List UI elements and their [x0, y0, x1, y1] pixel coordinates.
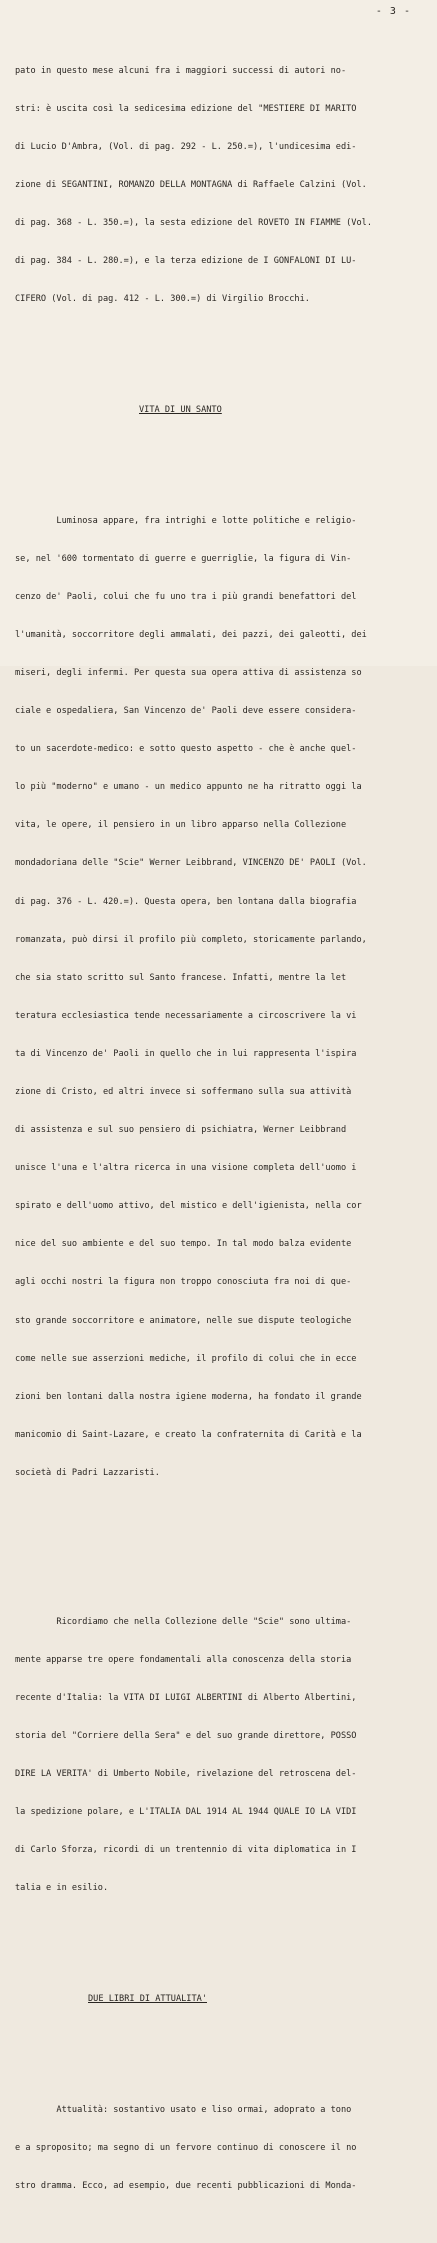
text-line: di pag. 384 - L. 280.=), e la terza edizione de I GONFALONI DI LU- — [15, 256, 357, 267]
text-line: Attualità: sostantivo usato e liso ormai, adoprato a tono — [15, 2104, 352, 2115]
text-line: ciale e ospedaliera, San Vincenzo de' Paoli deve essere considera- — [15, 706, 357, 717]
text-line: vita, le opere, il pensiero in un libro apparso nella Collezione — [15, 820, 347, 831]
text-line: DIRE LA VERITA' di Umberto Nobile, rivelazione del retroscena del- — [15, 1769, 357, 1780]
section-due-libri-di-attualita — [15, 2078, 423, 2218]
text-line: come nelle sue asserzioni mediche, il profilo di colui che in ecce — [15, 1353, 357, 1364]
text-line: miseri, degli infermi. Per questa sua opera attiva di assistenza so — [15, 667, 362, 678]
text-line: agli occhi nostri la figura non troppo conosciuta fra noi di que- — [15, 1277, 352, 1288]
text-line: di Carlo Sforza, ricordi di un trentennio di vita diplomatica in I — [15, 1845, 357, 1856]
text-line: mondadoriana delle "Scie" Werner Leibbrand, VINCENZO DE' PAOLI (Vol. — [15, 858, 367, 869]
section-heading-vita-di-un-santo: VITA DI UN SANTO — [139, 404, 222, 415]
text-line: e a sproposito; ma segno di un fervore continuo di conoscere il no — [15, 2142, 357, 2153]
text-line: che sia stato scritto sul Santo francese. Infatti, mentre la let — [15, 972, 347, 983]
text-line: unisce l'una e l'altra ricerca in una visione completa dell'uomo i — [15, 1163, 357, 1174]
text-line: talia e in esilio. — [15, 1883, 109, 1894]
text-line: se, nel '600 tormentato di guerre e guerriglie, la figura di Vin- — [15, 553, 352, 564]
text-line: Luminosa appare, fra intrighi e lotte politiche e religio- — [15, 515, 357, 526]
text-line: di pag. 368 - L. 350.=), la sesta edizione del ROVETO IN FIAMME (Vol. — [15, 218, 372, 229]
text-line: Ricordiamo che nella Collezione delle "Scie" sono ultima- — [15, 1616, 352, 1627]
page-number: - 3 - — [375, 6, 411, 17]
text-line: CIFERO (Vol. di pag. 412 - L. 300.=) di Virgilio Brocchi. — [15, 294, 310, 305]
text-line: stro dramma. Ecco, ad esempio, due recenti pubblicazioni di Monda- — [15, 2180, 357, 2191]
text-line: la spedizione polare, e L'ITALIA DAL 1914 AL 1944 QUALE IO LA VIDI — [15, 1807, 357, 1818]
text-line: di Lucio D'Ambra, (Vol. di pag. 292 - L. 250.=), l'undicesima edi- — [15, 142, 357, 152]
text-line: manicomio di Saint-Lazare, e creato la confraternita di Carità e la — [15, 1429, 362, 1440]
text-line: ta di Vincenzo de' Paoli in quello che in lui rappresenta l'ispira — [15, 1048, 357, 1059]
section-heading-due-libri-di-attualita: DUE LIBRI DI ATTUALITA' — [88, 1993, 207, 2004]
text-line: storia del "Corriere della Sera" e del suo grande direttore, POSSO — [15, 1730, 357, 1741]
intro-paragraph — [15, 39, 423, 331]
section-collezione-scie — [15, 1590, 423, 1920]
text-line: teratura ecclesiastica tende necessariamente a circoscrivere la vi — [15, 1010, 357, 1021]
text-line: to un sacerdote-medico: e sotto questo aspetto - che è anche quel- — [15, 744, 357, 755]
text-line: stri: è uscita così la sedicesima edizione del "MESTIERE DI MARITO — [15, 103, 357, 114]
text-line: nice del suo ambiente e del suo tempo. In tal modo balza evidente — [15, 1239, 352, 1250]
text-line: di assistenza e sul suo pensiero di psichiatra, Werner Leibbrand — [15, 1125, 347, 1136]
text-line: pato in questo mese alcuni fra i maggiori successi di autori no- — [15, 65, 347, 76]
text-line: zione di SEGANTINI, ROMANZO DELLA MONTAGNA di Raffaele Calzini (Vol. — [15, 180, 367, 191]
document-body — [15, 14, 423, 2243]
section-vita-di-un-santo — [15, 489, 423, 1505]
text-line: zione di Cristo, ed altri invece si soffermano sulla sua attività — [15, 1087, 352, 1097]
text-line: lo più "moderno" e umano - un medico appunto ne ha ritratto oggi la — [15, 782, 362, 793]
text-line: recente d'Italia: la VITA DI LUIGI ALBERTINI di Alberto Albertini, — [15, 1692, 357, 1703]
text-line: romanzata, può dirsi il profilo più completo, storicamente parlando, — [15, 934, 367, 945]
text-line: sto grande soccorritore e animatore, nelle sue dispute teologiche — [15, 1315, 352, 1326]
text-line: l'umanità, soccorritore degli ammalati, dei pazzi, dei galeotti, dei — [15, 629, 367, 640]
text-line: di pag. 376 - L. 420.=). Questa opera, ben lontana dalla biografia — [15, 896, 357, 907]
text-line: zioni ben lontani dalla nostra igiene moderna, ha fondato il grande — [15, 1391, 362, 1402]
text-line: mente apparse tre opere fondamentali alla conoscenza della storia — [15, 1654, 352, 1665]
text-line: cenzo de' Paoli, colui che fu uno tra i più grandi benefattori del — [15, 591, 357, 602]
text-line: spirato e dell'uomo attivo, del mistico e dell'igienista, nella cor — [15, 1201, 362, 1212]
text-line: società di Padri Lazzaristi. — [15, 1467, 160, 1478]
